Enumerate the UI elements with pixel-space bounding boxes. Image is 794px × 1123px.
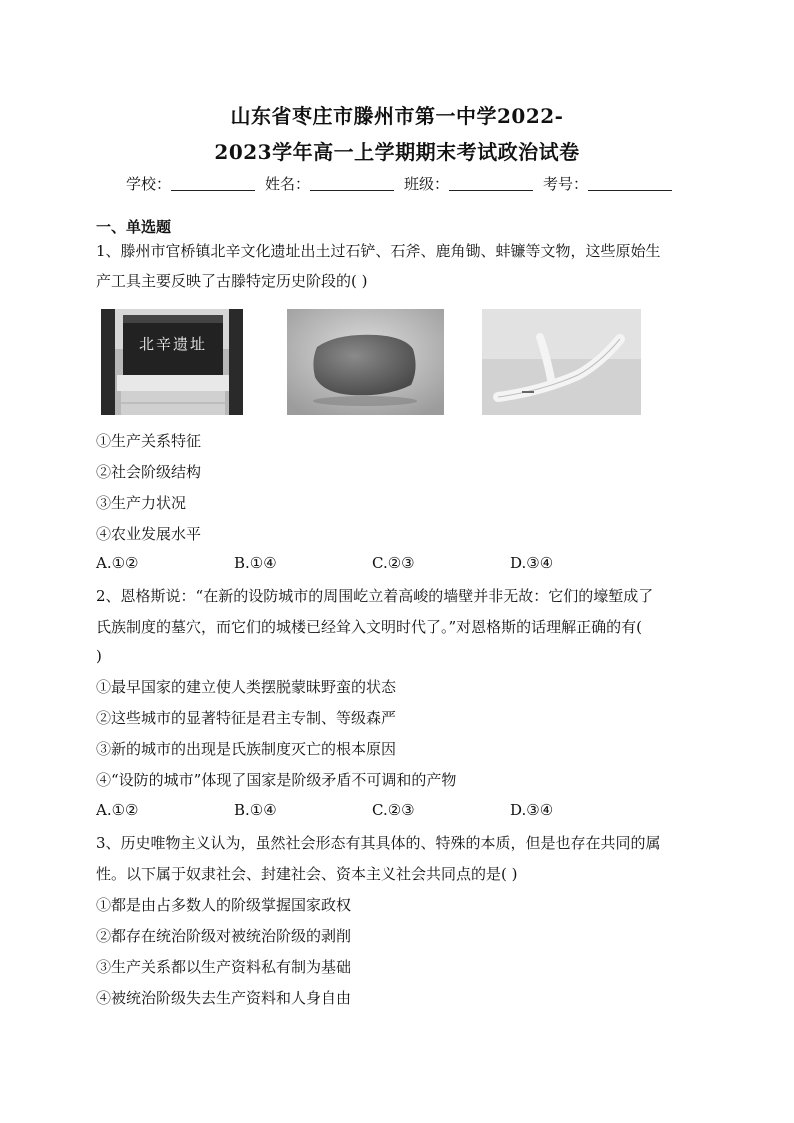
q1-choice-b[interactable]: B.①④ bbox=[234, 554, 277, 572]
field-name bbox=[265, 173, 394, 194]
field-exam-number bbox=[543, 173, 672, 194]
q1-choice-a[interactable]: A.①② bbox=[96, 554, 139, 572]
q2-item-1: ①最早国家的建立使人类摆脱蒙昧野蛮的状态 bbox=[96, 678, 397, 696]
q1-stem-line2: 产工具主要反映了古滕特定历史阶段的( ) bbox=[96, 272, 368, 290]
q3-stem-line2: 性。以下属于奴隶社会、封建社会、资本主义社会共同点的是( ) bbox=[96, 865, 518, 883]
q2-choice-a[interactable]: A.①② bbox=[96, 801, 139, 819]
q2-item-2: ②这些城市的显著特征是君主专制、等级森严 bbox=[96, 709, 397, 727]
q2-item-4: ④“设防的城市”体现了国家是阶级矛盾不可调和的产物 bbox=[96, 771, 457, 789]
school-blank[interactable] bbox=[171, 176, 255, 191]
field-label: 班级： bbox=[404, 175, 450, 193]
q3-item-2: ②都存在统治阶级对被统治阶级的剥削 bbox=[96, 927, 352, 945]
field-label: 姓名： bbox=[265, 175, 311, 193]
stele-image bbox=[101, 309, 243, 415]
q3-item-3: ③生产关系都以生产资料私有制为基础 bbox=[96, 958, 352, 976]
stele-inscription: 北辛遗址 bbox=[138, 335, 207, 353]
field-label: 学校： bbox=[126, 175, 172, 193]
exam-title-line1: 山东省枣庄市滕州市第一中学2022- bbox=[230, 104, 564, 128]
name-blank[interactable] bbox=[310, 176, 394, 191]
field-school bbox=[126, 173, 255, 194]
exam-number-blank[interactable] bbox=[588, 176, 672, 191]
q1-stem-line1: 1、滕州市官桥镇北辛文化遗址出土过石铲、石斧、鹿角锄、蚌镰等文物，这些原始生 bbox=[96, 242, 661, 260]
photo-beixin-site-stele bbox=[101, 309, 243, 415]
q1-item-2: ②社会阶级结构 bbox=[96, 463, 202, 481]
stone-tool-image bbox=[287, 309, 444, 415]
q1-item-1: ①生产关系特征 bbox=[96, 432, 202, 450]
q1-choice-c[interactable]: C.②③ bbox=[372, 554, 415, 572]
q3-item-4: ④被统治阶级失去生产资料和人身自由 bbox=[96, 989, 352, 1007]
q1-choice-d[interactable]: D.③④ bbox=[510, 554, 554, 572]
q2-choice-d[interactable]: D.③④ bbox=[510, 801, 554, 819]
q1-item-3: ③生产力状况 bbox=[96, 494, 187, 512]
q2-choice-b[interactable]: B.①④ bbox=[234, 801, 277, 819]
q2-item-3: ③新的城市的出现是氏族制度灭亡的根本原因 bbox=[96, 740, 397, 758]
section-title: 一、单选题 bbox=[96, 218, 172, 236]
antler-hoe-image bbox=[482, 309, 641, 415]
field-class bbox=[404, 173, 533, 194]
q3-item-1: ①都是由占多数人的阶级掌握国家政权 bbox=[96, 896, 352, 914]
q3-stem-line1: 3、历史唯物主义认为，虽然社会形态有其具体的、特殊的本质，但是也存在共同的属 bbox=[96, 834, 661, 852]
class-blank[interactable] bbox=[449, 176, 533, 191]
photo-antler-hoe bbox=[482, 309, 641, 415]
q2-stem-line2: 氏族制度的墓穴，而它们的城楼已经耸入文明时代了。”对恩格斯的话理解正确的有( bbox=[96, 618, 643, 636]
photo-stone-tool bbox=[287, 309, 444, 415]
q1-item-4: ④农业发展水平 bbox=[96, 525, 202, 543]
student-info-row bbox=[126, 173, 686, 194]
exam-title-line2: 2023学年高一上学期期末考试政治试卷 bbox=[214, 140, 580, 164]
q2-stem-line1: 2、恩格斯说：“在新的设防城市的周围屹立着高峻的墙壁并非无故：它们的壕堑成了 bbox=[96, 587, 654, 605]
q2-choice-c[interactable]: C.②③ bbox=[372, 801, 415, 819]
q2-stem-line3: ) bbox=[96, 647, 102, 665]
field-label: 考号： bbox=[543, 175, 589, 193]
